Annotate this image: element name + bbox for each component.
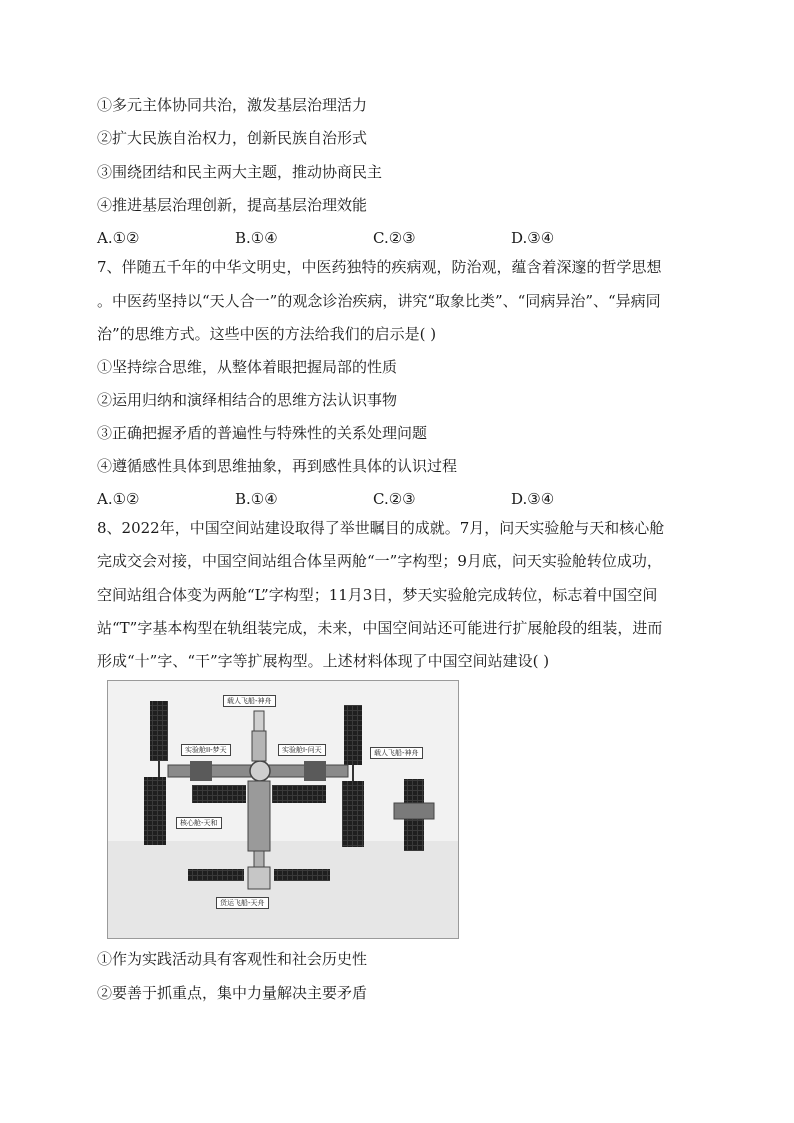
space-station-diagram: [108, 681, 458, 938]
solar-panel: [188, 869, 244, 881]
q7-stem-line-3: 治”的思维方式。这些中医的方法给我们的启示是( ): [97, 325, 437, 343]
label-mengtian: 实验舱II-梦天: [181, 744, 231, 756]
q8-statement-2: ②要善于抓重点，集中力量解决主要矛盾: [97, 984, 368, 1002]
q6-choice-d: D.③④: [511, 229, 555, 247]
solar-panel: [150, 701, 168, 761]
q6-choice-c: C.②③: [373, 229, 416, 247]
q7-choice-a: A.①②: [97, 490, 140, 508]
solar-panel: [272, 785, 326, 803]
q7-choice-d: D.③④: [511, 490, 555, 508]
q7-statement-3: ③正确把握矛盾的普遍性与特殊性的关系处理问题: [97, 424, 428, 442]
q6-choice-b: B.①④: [235, 229, 278, 247]
label-shenzhou-right: 载人飞船-神舟: [370, 747, 423, 759]
label-tianzhou: 货运飞船-天舟: [216, 897, 269, 909]
q8-stem-line-4: 站“T”字基本构型在轨组装完成，未来，中国空间站还可能进行扩展舱段的组装，进而: [97, 619, 663, 637]
q7-statement-1: ①坚持综合思维，从整体着眼把握局部的性质: [97, 358, 398, 376]
space-station-figure: [107, 680, 459, 939]
q6-statement-3: ③围绕团结和民主两大主题，推动协商民主: [97, 163, 383, 181]
q6-statement-4: ④推进基层治理创新，提高基层治理效能: [97, 196, 368, 214]
solar-panel: [192, 785, 246, 803]
q7-statement-4: ④遵循感性具体到思维抽象，再到感性具体的认识过程: [97, 457, 458, 475]
q7-choice-b: B.①④: [235, 490, 278, 508]
q8-stem-line-1: 8、2022年，中国空间站建设取得了举世瞩目的成就。7月，问天实验舱与天和核心舱: [97, 519, 665, 537]
q8-stem-line-5: 形成“十”字、“干”字等扩展构型。上述材料体现了中国空间站建设( ): [97, 652, 550, 670]
q7-choice-c: C.②③: [373, 490, 416, 508]
label-wentian: 实验舱I-问天: [278, 744, 326, 756]
q8-stem-line-3: 空间站组合体变为两舱“L”字构型；11月3日，梦天实验舱完成转位，标志着中国空间: [97, 586, 658, 604]
label-tianhe: 核心舱-天和: [176, 817, 222, 829]
q8-statement-1: ①作为实践活动具有客观性和社会历史性: [97, 950, 368, 968]
q7-stem-line-2: 。中医药坚持以“天人合一”的观念诊治疾病，讲究“取象比类”、“同病异治”、“异病同: [97, 292, 661, 310]
solar-panel: [274, 869, 330, 881]
solar-panel: [144, 777, 166, 845]
q6-statement-2: ②扩大民族自治权力，创新民族自治形式: [97, 129, 368, 147]
solar-panel: [344, 705, 362, 765]
q7-stem-line-1: 7、伴随五千年的中华文明史，中医药独特的疾病观，防治观，蕴含着深邃的哲学思想: [97, 258, 662, 276]
q6-choice-a: A.①②: [97, 229, 140, 247]
q7-statement-2: ②运用归纳和演绎相结合的思维方法认识事物: [97, 391, 398, 409]
label-shenzhou-top: 载人飞船-神舟: [223, 695, 276, 707]
q6-statement-1: ①多元主体协同共治，激发基层治理活力: [97, 96, 368, 114]
solar-panel: [342, 781, 364, 847]
q8-stem-line-2: 完成交会对接，中国空间站组合体呈两舱“一”字构型；9月底，问天实验舱转位成功，: [97, 552, 662, 570]
